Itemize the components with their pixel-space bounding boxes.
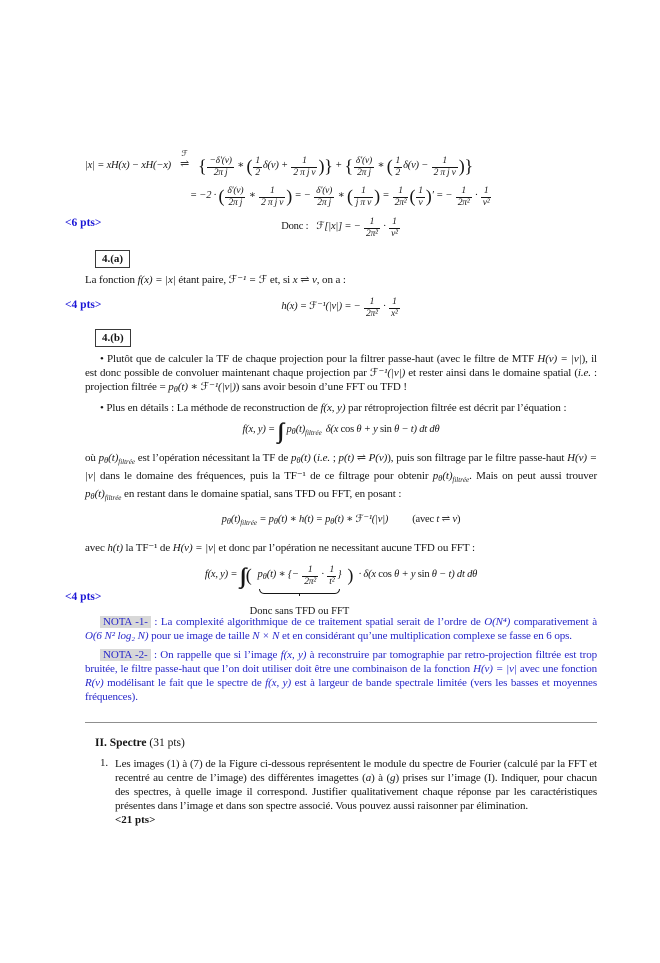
question-box-4b: 4.(b) (95, 329, 131, 347)
underbrace-label: Donc sans TFD ou FFT (249, 606, 350, 617)
equation-hx-row (65, 293, 597, 321)
fourier-transform-relation-symbol: ℱ ⇌ (179, 149, 190, 170)
nota-highlight: NOTA -1- (100, 616, 151, 628)
paragraph-avec-ht: avec h(t) la TF⁻¹ de H(ν) = |ν| et donc par l’opération ne necessitant aucune TFD ou FFT : (85, 542, 475, 554)
equation-spatial-row (65, 561, 597, 617)
question-1-text: Les images (1) à (7) de la Figure ci-dessous représentent le module du spectre de Fourier (calculé par la FFT et recentré au centre de l’image) des différentes imagettes (a) à (g) prises sur l’image (I). Indiquer, pour chacun des spectres, à quelle image il correspond. Justifier qualitativement chaque réponse par les caractéristiques présentes dans l’image et dans son spectre associé. Vous pouvez aussi raisonner par élimination. (115, 758, 597, 812)
question-1-item (85, 757, 597, 826)
equation-abs-tf-line1: |x| = xH(x) − xH(−x) ℱ ⇌ { $\frac{-\delta'(\nu)}{\text{2π j}}$ ∗ ( $\frac{1}{2}$ δ(ν) + $\frac{1}{\text{2 π j ν}}$ )} + { $\frac{\delta'(\nu)}{\text{2π j}}$ ∗ ( $\frac{1}{2}$ δ(ν) − $\frac{1}{\text{2 π j ν}}$ )} (85, 149, 473, 178)
nota-1-paragraph: NOTA -1- : La complexité algorithmique de ce traitement spatial serait de l’ordre de O(N⁴) comparativement à O(6 N² log₂ N) pour ue image de taille N × N et en considérant qu’une multiplication complexe se fasse en 6 ops. (85, 616, 597, 642)
question-box-4a: 4.(a) (95, 250, 130, 268)
section-ii-title: II. Spectre (95, 737, 147, 749)
equation-p-filtree: $p\theta(t)_{filtrée} = p\theta(t)$ ∗ h(t) = pθ(t) ∗ ℱ⁻¹(|ν|) (avec t ⇌ ν) (221, 514, 461, 527)
equation-conclusion-row (65, 215, 597, 240)
nota-2-paragraph: NOTA -2- : On rappelle que si l’image f(x, y) à reconstruire par tomographie par retro-projection filtrée est trop bruitée, le filtre passe-haut que l’on doit utiliser doit être une combinaison de la fonction H(ν) = |ν| avec une fonction R(ν) modélisant le fait que le spectre de f(x, y) est à largeur de bande spectrale limitée (vers les basses et moyennes fréquences). (85, 649, 598, 703)
paragraph-4b-bullet2: • Plus en détails : La méthode de reconstruction de f(x, y) par rétroprojection filtrée est décrit par l’équation : (100, 402, 567, 414)
question-1-number: 1. (100, 757, 109, 769)
points-badge-6pts: <6 pts> (65, 217, 102, 229)
paragraph-ou-filtree: où $p\theta(t)_{filtrée}$ est l’opération nécessitant la TF de pθ(t) (i.e. ; p(t) ⇌ P(ν)), puis son filtrage par le filtre passe-haut H(ν) = |ν| dans le domaine des fréquences, puis la TF⁻¹ de ce filtrage pour obtenir $p\theta(t)_{filtrée}$. Mais on peut aussi trouver $p\theta(t)_{filtrée}$ en restant dans le domaine spatial, sans TFD ou FFT, en posant : (85, 452, 598, 502)
equation-backprojection: f(x, y) = ∫∫ $p\theta(t)_{filtrée}$ δ(x cos θ + y sin θ − t) dt dθ (242, 418, 440, 443)
points-label-21pts: <21 pts> (115, 814, 156, 826)
double-integral-symbol: ∫∫ (277, 418, 280, 443)
part-i-derivation (65, 149, 597, 240)
equation-spatial-filtering: f(x, y) = ∫∫ ( pθ(t) ∗ {− $\frac{1}{\text{2π²}}$ · $\frac{1}{\text{t²}}$ } Donc sans TFD ou FFT ) · δ(x cos θ + y sin θ − t) dt dθ (85, 561, 597, 589)
equation-h-x: h(x) = ℱ⁻¹(|ν|) = − $\frac{1}{\text{2π²}}$ · $\frac{1}{\text{x²}}$ (281, 297, 398, 319)
equation-abs-tf-conclusion: Donc : ℱ[|x|] = − $\frac{1}{\text{2π²}}$ · $\frac{1}{\text{ν²}}$ (281, 217, 398, 239)
points-badge-4pts-a: <4 pts> (65, 299, 102, 311)
equation-abs-tf-line2: = −2 · ( $\frac{\delta'(\nu)}{\text{2π j}}$ ∗ $\frac{1}{\text{2 π j ν}}$ ) = − $\frac{\delta'(\nu)}{\text{2π j}}$ ∗ ( $\frac{1}{\text{j π ν}}$ ) = $\frac{1}{\text{2π²}}$ ( $\frac{1}{\nu}$ )′ = − $\frac{1}{\text{2π²}}$ · $\frac{1}{\text{ν²}}$ (190, 186, 490, 208)
paragraph-4a-intro: La fonction f(x) = |x| étant paire, ℱ⁻¹ = ℱ et, si x ⇌ ν, on a : (85, 274, 346, 286)
nota-highlight: NOTA -2- (100, 649, 151, 661)
section-divider (85, 722, 597, 723)
paragraph-4b-bullet1: • Plutôt que de calculer la TF de chaque projection pour la filtrer passe-haut (avec le filtre de MTF H(ν) = |ν|), il est donc possible de convoluer maintenant chaque projection par ℱ⁻¹(|ν|) et rester ainsi dans le domaine spatial (i.e. : projection filtrée = pθ(t) ∗ ℱ⁻¹(|ν|)) sans avoir besoin d’une FFT ou TFD ! (85, 353, 598, 394)
section-ii-points: (31 pts) (146, 737, 185, 749)
double-integral-symbol: ∫∫ (239, 563, 242, 588)
points-badge-4pts-b: <4 pts> (65, 591, 102, 603)
section-ii-heading (95, 737, 597, 749)
